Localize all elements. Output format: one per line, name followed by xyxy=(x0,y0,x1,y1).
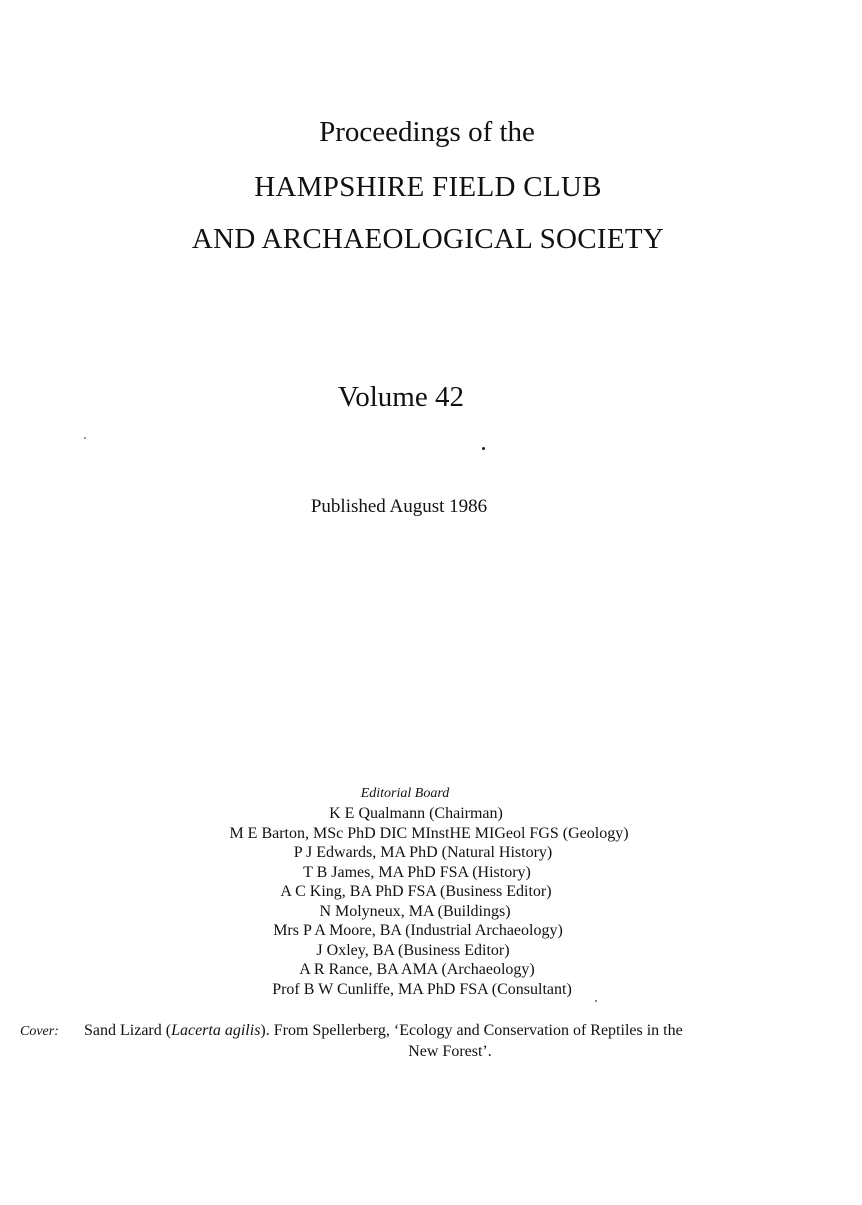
board-member: M E Barton, MSc PhD DIC MInstHE MIGeol FGS (Geology) xyxy=(229,824,629,842)
cover-caption-line1 xyxy=(20,1021,820,1042)
editorial-board-heading: Editorial Board xyxy=(360,786,450,801)
board-member: Prof B W Cunliffe, MA PhD FSA (Consultant) xyxy=(272,980,572,998)
cover-species-name: Lacerta agilis xyxy=(171,1022,261,1039)
volume-number: Volume 42 xyxy=(338,381,464,413)
cover-label: Cover: xyxy=(20,1024,59,1039)
board-member: A R Rance, BA AMA (Archaeology) xyxy=(299,961,535,978)
scan-speck xyxy=(595,1000,597,1002)
cover-text-before: Sand Lizard ( xyxy=(84,1022,172,1039)
board-member: K E Qualmann (Chairman) xyxy=(329,805,503,822)
cover-caption-line2: New Forest’. xyxy=(408,1043,492,1060)
editorial-board xyxy=(0,786,862,999)
scan-speck xyxy=(84,437,86,439)
title-line-society: AND ARCHAEOLOGICAL SOCIETY xyxy=(191,223,665,255)
board-member: J Oxley, BA (Business Editor) xyxy=(316,941,510,959)
board-member: P J Edwards, MA PhD (Natural History) xyxy=(293,844,553,861)
board-member: T B James, MA PhD FSA (History) xyxy=(303,863,531,881)
scan-speck xyxy=(482,447,485,450)
title-line-club: HAMPSHIRE FIELD CLUB xyxy=(254,171,602,203)
board-member: N Molyneux, MA (Buildings) xyxy=(319,902,511,920)
board-member: A C King, BA PhD FSA (Business Editor) xyxy=(280,883,552,900)
title-line-proceedings: Proceedings of the xyxy=(319,116,535,148)
cover-text-after: ). From Spellerberg, ‘Ecology and Conservation of Reptiles in the xyxy=(260,1022,683,1039)
cover-caption xyxy=(20,1021,820,1062)
publication-date: Published August 1986 xyxy=(310,496,488,517)
board-member: Mrs P A Moore, BA (Industrial Archaeology) xyxy=(273,922,563,939)
